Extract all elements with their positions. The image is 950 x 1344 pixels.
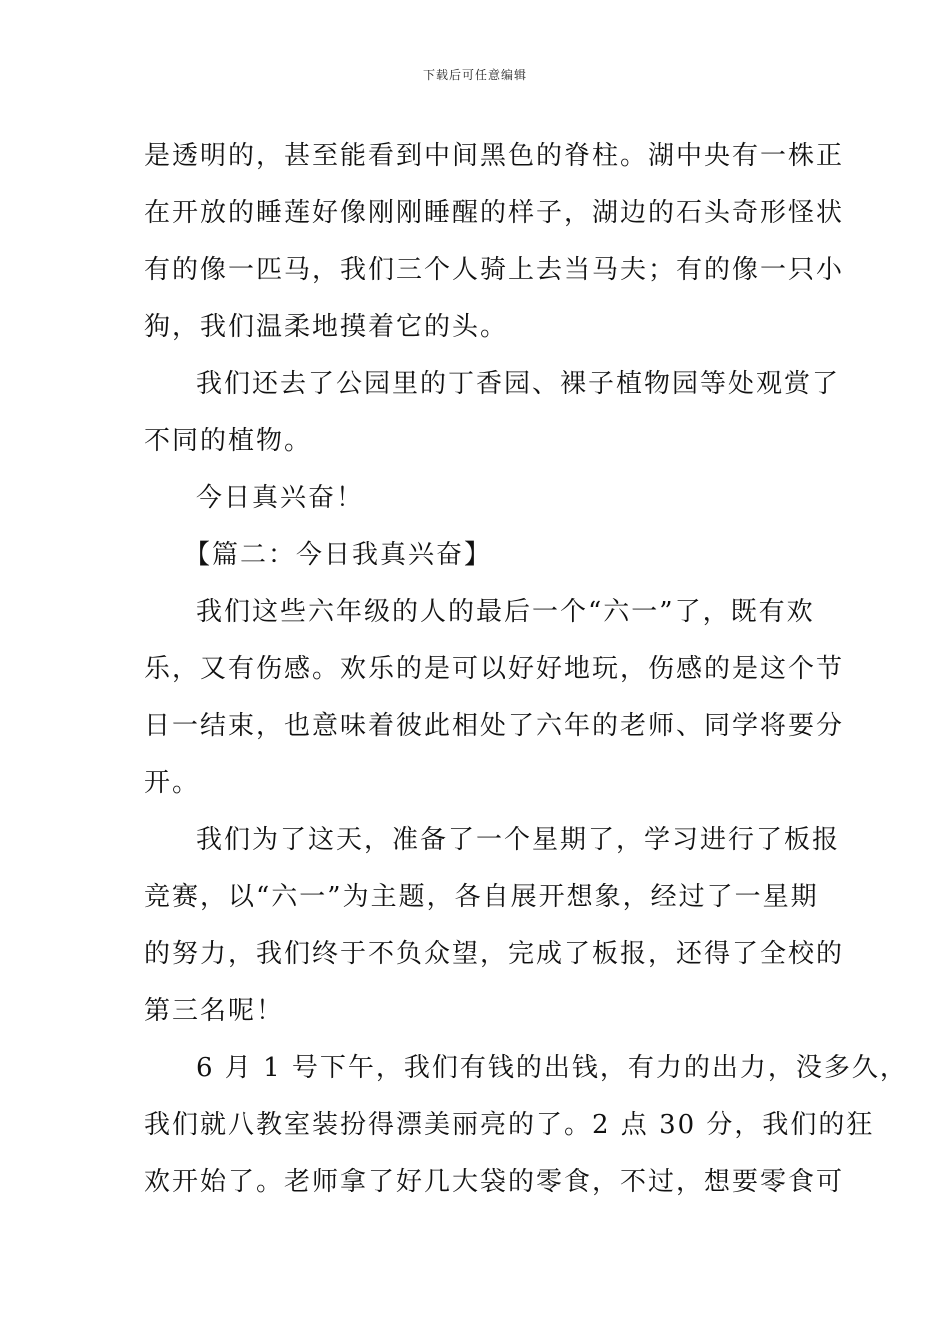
text-line: 狗，我们温柔地摸着它的头。	[144, 312, 509, 342]
page-header: 下载后可任意编辑	[422, 68, 527, 82]
text-line: 我们这些六年级的人的最后一个“六一”了，既有欢	[196, 597, 815, 627]
paragraph-plants	[144, 356, 841, 470]
paragraph-board	[144, 812, 845, 1040]
text-line: 在开放的睡莲好像刚刚睡醒的样子，湖边的石头奇形怪状	[144, 198, 845, 228]
text-line: 有的像一匹马，我们三个人骑上去当马夫；有的像一只小	[144, 255, 845, 285]
text-line: 我们就八教室装扮得漂美丽亮的了。2 点 30 分，我们的狂	[144, 1110, 875, 1140]
text-line: 的努力，我们终于不负众望，完成了板报，还得了全校的	[144, 939, 845, 969]
text-line: 竞赛，以“六一”为主题，各自展开想象，经过了一星期	[144, 882, 819, 912]
text-line: 我们为了这天，准备了一个星期了，学习进行了板报	[196, 825, 841, 855]
text-line: 我们还去了公园里的丁香园、裸子植物园等处观赏了	[196, 369, 841, 399]
text-line: 第三名呢！	[144, 996, 285, 1026]
section-heading	[144, 527, 824, 584]
text-line: 6 月 1 号下午，我们有钱的出钱，有力的出力，没多久，	[196, 1053, 908, 1083]
text-line: 是透明的，甚至能看到中间黑色的脊柱。湖中央有一株正	[144, 141, 845, 171]
document-body	[144, 128, 908, 1211]
text-line: 乐，又有伤感。欢乐的是可以好好地玩，伤感的是这个节	[144, 654, 845, 684]
text-line: 开。	[144, 768, 201, 798]
text-line: 欢开始了。老师拿了好几大袋的零食，不过，想要零食可	[144, 1167, 845, 1197]
text-line: 日一结束，也意味着彼此相处了六年的老师、同学将要分	[144, 711, 845, 741]
paragraph-exclaim	[144, 470, 824, 527]
section-title: 【篇二：今日我真兴奋】	[184, 540, 493, 570]
text-line: 不同的植物。	[144, 426, 313, 456]
paragraph-lake	[144, 128, 845, 356]
paragraph-intro	[144, 584, 845, 812]
paragraph-party	[144, 1040, 908, 1211]
text-line: 今日真兴奋！	[196, 483, 365, 513]
